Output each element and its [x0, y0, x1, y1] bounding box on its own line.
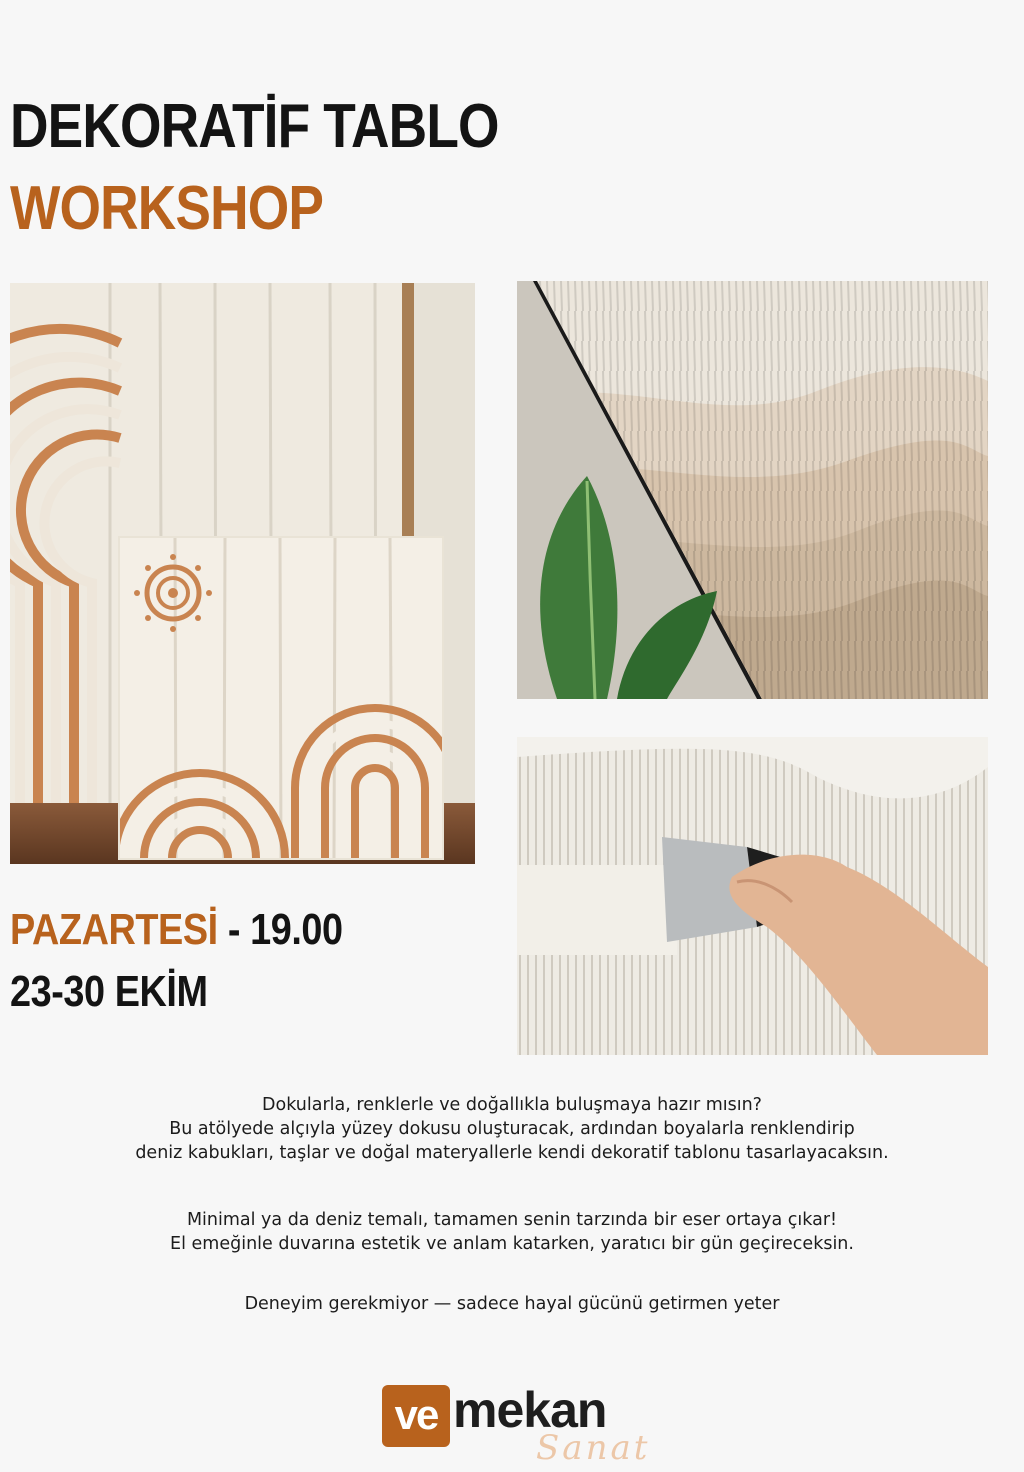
logo-script: Sanat — [536, 1428, 651, 1468]
photo-rainbow-canvases — [10, 283, 475, 864]
description-line: Bu atölyede alçıyla yüzey dokusu oluşturacak, ardından boyalarla renklendirip — [169, 1119, 855, 1139]
schedule-dates: 23-30 EKİM — [10, 967, 208, 1016]
photo-plaster-scraper — [517, 737, 988, 1055]
description-line: deniz kabukları, taşlar ve doğal materyallerle kendi dekoratif tablonu tasarlayacaksın. — [135, 1143, 889, 1163]
title-line-1: DEKORATİF TABLO — [10, 92, 499, 161]
description-paragraph-3 — [0, 1292, 1024, 1316]
description-line: El emeğinle duvarına estetik ve anlam katarken, yaratıcı bir gün geçireceksin. — [170, 1234, 854, 1254]
title-line-2: WORKSHOP — [10, 174, 324, 243]
logo-badge: ve — [382, 1385, 450, 1447]
schedule-day: PAZARTESİ — [10, 905, 218, 954]
description-line: Minimal ya da deniz temalı, tamamen senin tarzında bir eser ortaya çıkar! — [186, 1210, 838, 1230]
description-line: Deneyim gerekmiyor — sadece hayal gücünü getirmen yeter — [244, 1294, 780, 1314]
logo-wordmark: mekan — [453, 1382, 607, 1438]
description-line: Dokularla, renklerle ve doğallıkla buluşmaya hazır mısın? — [262, 1095, 762, 1115]
schedule-time: - 19.00 — [217, 905, 343, 954]
photo-textured-waves — [517, 281, 988, 699]
schedule-day-time — [10, 905, 343, 954]
description-paragraph-1 — [0, 1093, 1024, 1165]
description-paragraph-2 — [0, 1208, 1024, 1256]
